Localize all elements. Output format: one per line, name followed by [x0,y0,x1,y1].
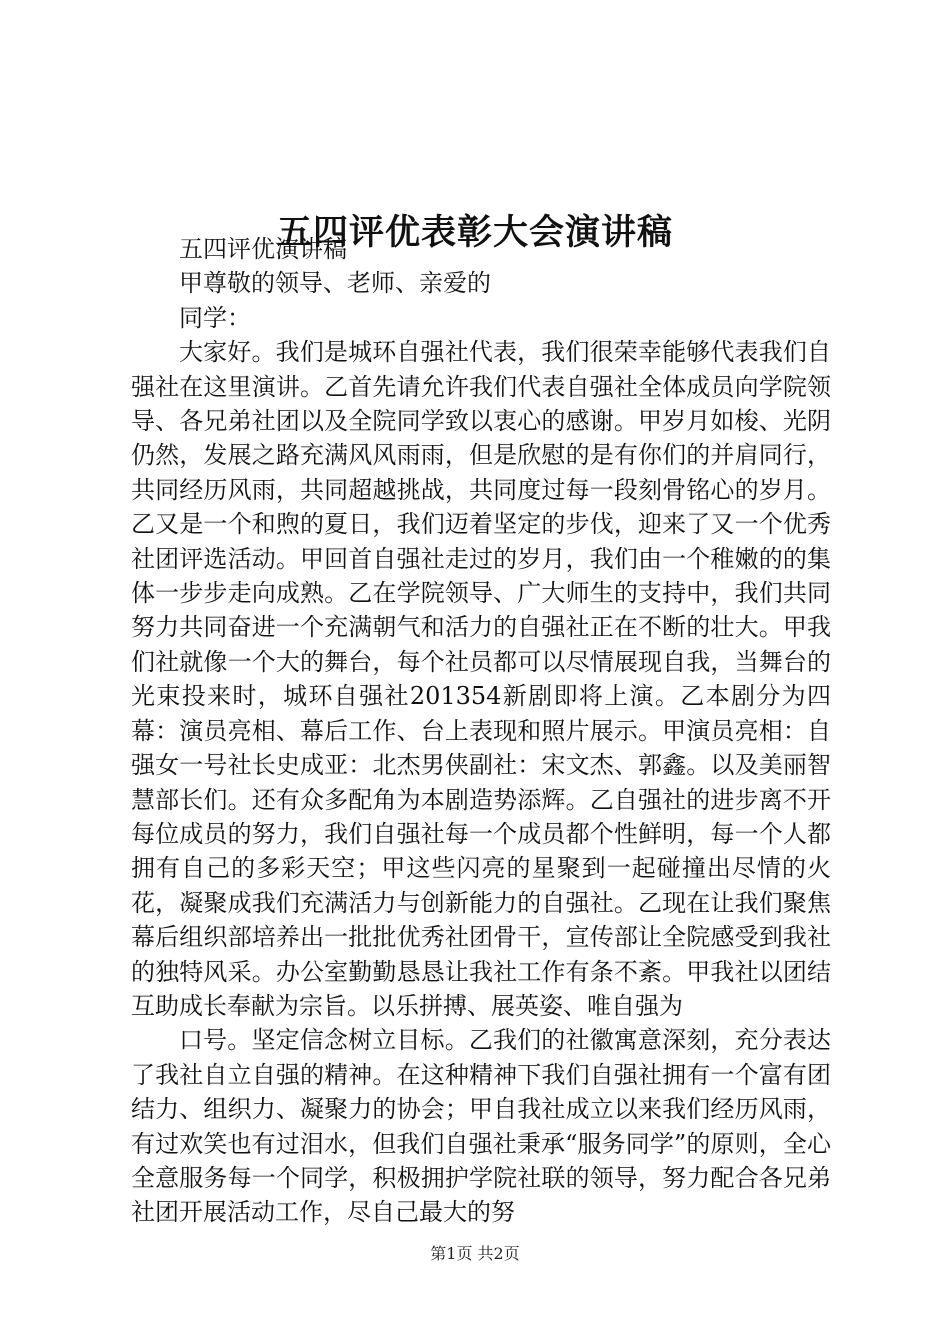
page-title: 五四评优表彰大会演讲稿 [276,212,673,254]
paragraph-greeting: 甲尊敬的领导、老师、亲爱的 [179,269,491,298]
document-body [131,232,831,1230]
page-number-footer: 第1页 共2页 [430,1244,520,1263]
paragraph-speech-continued: 口号。坚定信念树立目标。乙我们的社徽寓意深刻，充分表达了我社自立自强的精神。在这种精神下我们自强社拥有一个富有团结力、组织力、凝聚力的协会；甲自我社成立以来我们经历风雨，有过欢笑也有过泪水，但我们自强社秉承“服务同学”的原则，全心全意服务每一个同学，积极拥护学院社联的领导，努力配合各兄弟社团开展活动工作，尽自己最大的努 [131,1026,831,1227]
paragraph-speech: 大家好。我们是城环自强社代表，我们很荣幸能够代表我们自强社在这里演讲。乙首先请允许我们代表自强社全体成员向学院领导、各兄弟社团以及全院同学致以衷心的感谢。甲岁月如梭、光阴仍然，发展之路充满风风雨雨，但是欣慰的是有你们的并肩同行，共同经历风雨，共同超越挑战，共同度过每一段刻骨铭心的岁月。乙又是一个和煦的夏日，我们迈着坚定的步伐，迎来了又一个优秀社团评选活动。甲回首自强社走过的岁月，我们由一个稚嫩的的集体一步步走向成熟。乙在学院领导、广大师生的支持中，我们共同努力共同奋进一个充满朝气和活力的自强社正在不断的壮大。甲我们社就像一个大的舞台，每个社员都可以尽情展现自我，当舞台的光束投来时，城环自强社201354新剧即将上演。乙本剧分为四幕：演员亮相、幕后工作、台上表现和照片展示。甲演员亮相：自强女一号社长史成亚：北杰男侠副社：宋文杰、郭鑫。以及美丽智慧部长们。还有众多配角为本剧造势添辉。乙自强社的进步离不开每位成员的努力，我们自强社每一个成员都个性鲜明，每一个人都拥有自己的多彩天空；甲这些闪亮的星聚到一起碰撞出尽情的火花，凝聚成我们充满活力与创新能力的自强社。乙现在让我们聚焦幕后组织部培养出一批批优秀社团骨干，宣传部让全院感受到我社的独特风采。办公室勤勤恳恳让我社工作有条不紊。甲我社以团结互助成长奉献为宗旨。以乐拼搏、展英姿、唯自强为 [131,338,831,1020]
paragraph-greeting-end: 同学： [179,303,251,332]
paragraph-subtitle: 五四评优演讲稿 [179,235,347,263]
